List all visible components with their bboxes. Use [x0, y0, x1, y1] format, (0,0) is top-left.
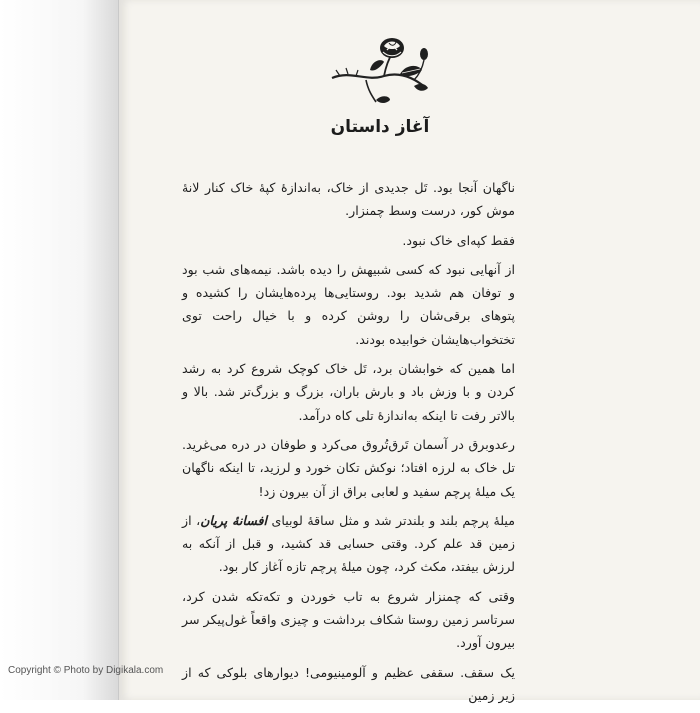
paragraph: وقتی که چمنزار شروع به تاب خوردن و تکه‌تکه شدن کرد، سرتاسر زمین روستا شکاف برداشت و چیزی واقعاً غول‌پیکر سر بیرون آورد. [182, 588, 515, 651]
paragraph-text: میلهٔ پرچم بلند و بلندتر شد و مثل ساقهٔ لوبیای [267, 512, 515, 528]
chapter-title: آغاز داستان [330, 117, 430, 137]
paragraph: فقط کپه‌ای خاک نبود. [402, 232, 515, 248]
paragraph: ناگهان آنجا بود. تَل جدیدی از خاک، به‌اندازهٔ کپهٔ خاک کنار لانهٔ موش کور، درست وسط چمنزار. [182, 180, 515, 219]
paragraph [182, 509, 515, 579]
background-margin [0, 0, 118, 700]
paragraph-text: ، از زمین قد علم کرد. وقتی حسابی قد کشید، و قبل از آنکه به لرزش بیفتد، مکث کرد، چون میلهٔ پرچم تازه آغاز کار بود. [182, 512, 515, 575]
paragraph: رعدوبرق در آسمان تَرق‌تُروق می‌کرد و طوفان در دره می‌غرید. تل خاک به لرزه افتاد؛ نوکش تکان خورد و لرزید، تا اینکه ناگهان یک میلهٔ پرچم سفید و لعابی براق از آن بیرون زد! [182, 436, 515, 499]
rose-icon [326, 30, 436, 120]
emphasized-phrase: افسانهٔ پریان [200, 512, 267, 528]
paragraph: از آنهایی نبود که کسی شبیهش را دیده باشد. نیمه‌های شب بود و توفان هم شدید بود. روستایی‌ها پرده‌هایشان را کشیده و پتوهای برقی‌شان را روشن کرده و با خیال راحت توی تختخواب‌هایشان خوابیده بودند. [182, 261, 515, 347]
story-text [182, 176, 515, 713]
copyright-notice: Copyright © Photo by Digikala.com [8, 665, 164, 676]
paragraph: اما همین که خوابشان برد، تَل خاک کوچک شروع کرد به رشد کردن و با وزش باد و بارش باران، بزرگ و بزرگ‌تر شد. بالا و بالاتر رفت تا اینکه به‌اندازهٔ تلی کاه درآمد. [182, 361, 515, 423]
paragraph: یک سقف. سقفی عظیم و آلومینیومی! دیوارهای بلوکی که از زیر زمین [182, 664, 515, 703]
